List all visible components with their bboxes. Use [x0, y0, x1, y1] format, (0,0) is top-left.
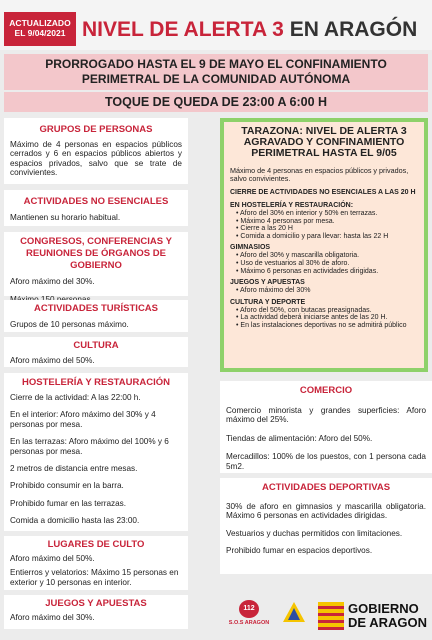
- hosteleria-item: Prohibido consumir en la barra.: [10, 481, 124, 491]
- tarazona-hosteleria-title: EN HOSTELERÍA Y RESTAURACIÓN:: [230, 202, 354, 209]
- updated-badge: [4, 12, 76, 46]
- tarazona-cultura-title: CULTURA Y DEPORTE: [230, 298, 306, 306]
- turisticas-title: ACTIVIDADES TURÍSTICAS: [33, 303, 159, 314]
- hosteleria-item: En el interior: Aforo máximo del 30% y 4 personas por mesa.: [10, 410, 156, 429]
- tarazona-cultura-list: [236, 307, 418, 330]
- tarazona-title-3: PERIMETRAL HASTA EL 9/05: [251, 147, 397, 159]
- sos-number: 112: [239, 600, 259, 618]
- badge-line2: EL 9/04/2021: [14, 28, 66, 38]
- deportivas-item: 30% de aforo en gimnasios y mascarilla obligatoria. Máximo 6 personas en actividades dirigidas.: [226, 502, 426, 521]
- tarazona-cierre: CIERRE DE ACTIVIDADES NO ESENCIALES A LAS 20 H: [230, 189, 416, 196]
- hosteleria-item: Cierre de la actividad: A las 22:00 h.: [10, 393, 141, 402]
- title-red: NIVEL DE ALERTA 3: [82, 18, 284, 41]
- list-item: • En las instalaciones deportivas no se admitirá público: [236, 322, 418, 330]
- curfew-banner: TOQUE DE QUEDA DE 23:00 A 6:00 H: [4, 92, 428, 112]
- deportivas-item: Vestuarios y duchas permitidos con limitaciones.: [226, 528, 403, 538]
- tarazona-gimnasios-list: [236, 252, 418, 275]
- juegos-card: [4, 595, 188, 629]
- deportivas-card: [220, 478, 432, 574]
- tarazona-box: [220, 118, 428, 372]
- list-item: • Uso de vestuarios al 30% de aforo.: [236, 260, 418, 268]
- warning-triangle-icon: [282, 600, 306, 628]
- tarazona-title-2: AGRAVADO Y CONFINAMIENTO: [243, 136, 405, 148]
- list-item: • La actividad deberá iniciarse antes de las 20 H.: [236, 314, 418, 322]
- tarazona-inner: [224, 122, 424, 368]
- grupos-title: GRUPOS DE PERSONAS: [39, 124, 153, 135]
- sos-logo: [226, 600, 272, 636]
- list-item: • Máximo 4 personas por mesa.: [236, 218, 418, 226]
- culto-title: LUGARES DE CULTO: [47, 539, 145, 550]
- list-item: • Aforo máximo del 30%: [236, 287, 418, 295]
- extension-line2: PERIMETRAL DE LA COMUNIDAD AUTÓNOMA: [81, 72, 351, 86]
- deportivas-title: ACTIVIDADES DEPORTIVAS: [261, 482, 391, 493]
- deportivas-item: Prohibido fumar en espacios deportivos.: [226, 546, 373, 556]
- juegos-title: JUEGOS Y APUESTAS: [45, 598, 147, 609]
- hosteleria-item: Prohibido fumar en las terrazas.: [10, 498, 127, 508]
- no-esenciales-text: Mantienen su horario habitual.: [10, 213, 121, 222]
- sos-text: S.O.S ARAGON: [228, 620, 270, 626]
- grupos-card: [4, 118, 188, 184]
- cultura-card: [4, 337, 188, 367]
- no-esenciales-title: ACTIVIDADES NO ESENCIALES: [23, 196, 169, 207]
- tarazona-juegos-list: [236, 287, 418, 295]
- list-item: • Comida a domicilio y para llevar: hasta las 22 H: [236, 233, 418, 241]
- comercio-item: Tiendas de alimentación: Aforo del 50%.: [226, 433, 373, 443]
- tarazona-title-1: TARAZONA: NIVEL DE ALERTA 3: [241, 125, 407, 137]
- extension-line1: PRORROGADO HASTA EL 9 DE MAYO EL CONFINAMIENTO: [45, 57, 387, 71]
- comercio-title: COMERCIO: [299, 385, 353, 396]
- gobierno-text: [348, 602, 427, 630]
- gobierno-line1: GOBIERNO: [348, 601, 419, 616]
- header: [0, 0, 432, 50]
- hosteleria-item: En las terrazas: Aforo máximo del 100% y 6 personas por mesa.: [10, 437, 169, 456]
- hosteleria-card: [4, 373, 188, 531]
- culto-card: [4, 536, 188, 590]
- page-title: [82, 18, 417, 42]
- turisticas-text: Grupos de 10 personas máximo.: [10, 320, 129, 329]
- extension-banner: [4, 54, 428, 90]
- tarazona-gimnasios-title: GIMNASIOS: [230, 244, 271, 252]
- congresos-title-2: REUNIONES DE ÓRGANOS DE GOBIERNO: [26, 248, 166, 271]
- comercio-item: Mercadillos: 100% de los puestos, con 1 persona cada 5m2.: [226, 452, 426, 471]
- list-item: • Aforo del 30% y mascarilla obligatoria.: [236, 252, 418, 260]
- congresos-title-1: CONGRESOS, CONFERENCIAS Y: [20, 236, 172, 247]
- title-dark: EN ARAGÓN: [289, 18, 418, 41]
- congresos-text-1: Aforo máximo del 30%.: [10, 277, 95, 286]
- turisticas-card: [4, 300, 188, 332]
- aragon-flag-icon: [318, 602, 344, 630]
- cultura-title: CULTURA: [73, 340, 119, 351]
- hosteleria-item: Comida a domicilio hasta las 23:00.: [10, 516, 140, 526]
- gobierno-line2: DE ARAGON: [348, 615, 427, 630]
- badge-line1: ACTUALIZADO: [9, 18, 71, 28]
- comercio-card: [220, 381, 432, 473]
- cultura-text: Aforo máximo del 50%.: [10, 356, 95, 365]
- hosteleria-item: 2 metros de distancia entre mesas.: [10, 464, 138, 474]
- culto-text-2: Entierros y velatorios: Máximo 15 personas en exterior y 10 personas en interior.: [10, 568, 179, 587]
- comercio-item: Comercio minorista y grandes superficies: Aforo máximo del 25%.: [226, 406, 426, 425]
- juegos-text: Aforo máximo del 30%.: [10, 613, 95, 622]
- grupos-text: Máximo de 4 personas en espacios públicos cerrados y 6 en espacios públicos abiertos y espacios privados, salvo que se trate de convivientes.: [10, 140, 182, 178]
- tarazona-intro: Máximo de 4 personas en espacios públicos y privados, salvo convivientes.: [230, 166, 409, 183]
- tarazona-hosteleria-list: [236, 210, 418, 240]
- list-item: • Cierre a las 20 H: [236, 225, 418, 233]
- tarazona-juegos-title: JUEGOS Y APUESTAS: [230, 279, 305, 287]
- congresos-card: [4, 232, 188, 296]
- hosteleria-title: HOSTELERÍA Y RESTAURACIÓN: [22, 377, 170, 388]
- list-item: • Máximo 6 personas en actividades dirigidas.: [236, 268, 418, 276]
- gobierno-logo: [318, 600, 428, 636]
- triangle-logo: [282, 600, 306, 636]
- culto-text-1: Aforo máximo del 50%.: [10, 554, 95, 563]
- list-item: • Aforo del 50%, con butacas preasignadas.: [236, 307, 418, 315]
- list-item: • Aforo del 30% en interior y 50% en terrazas.: [236, 210, 418, 218]
- no-esenciales-card: [4, 190, 188, 226]
